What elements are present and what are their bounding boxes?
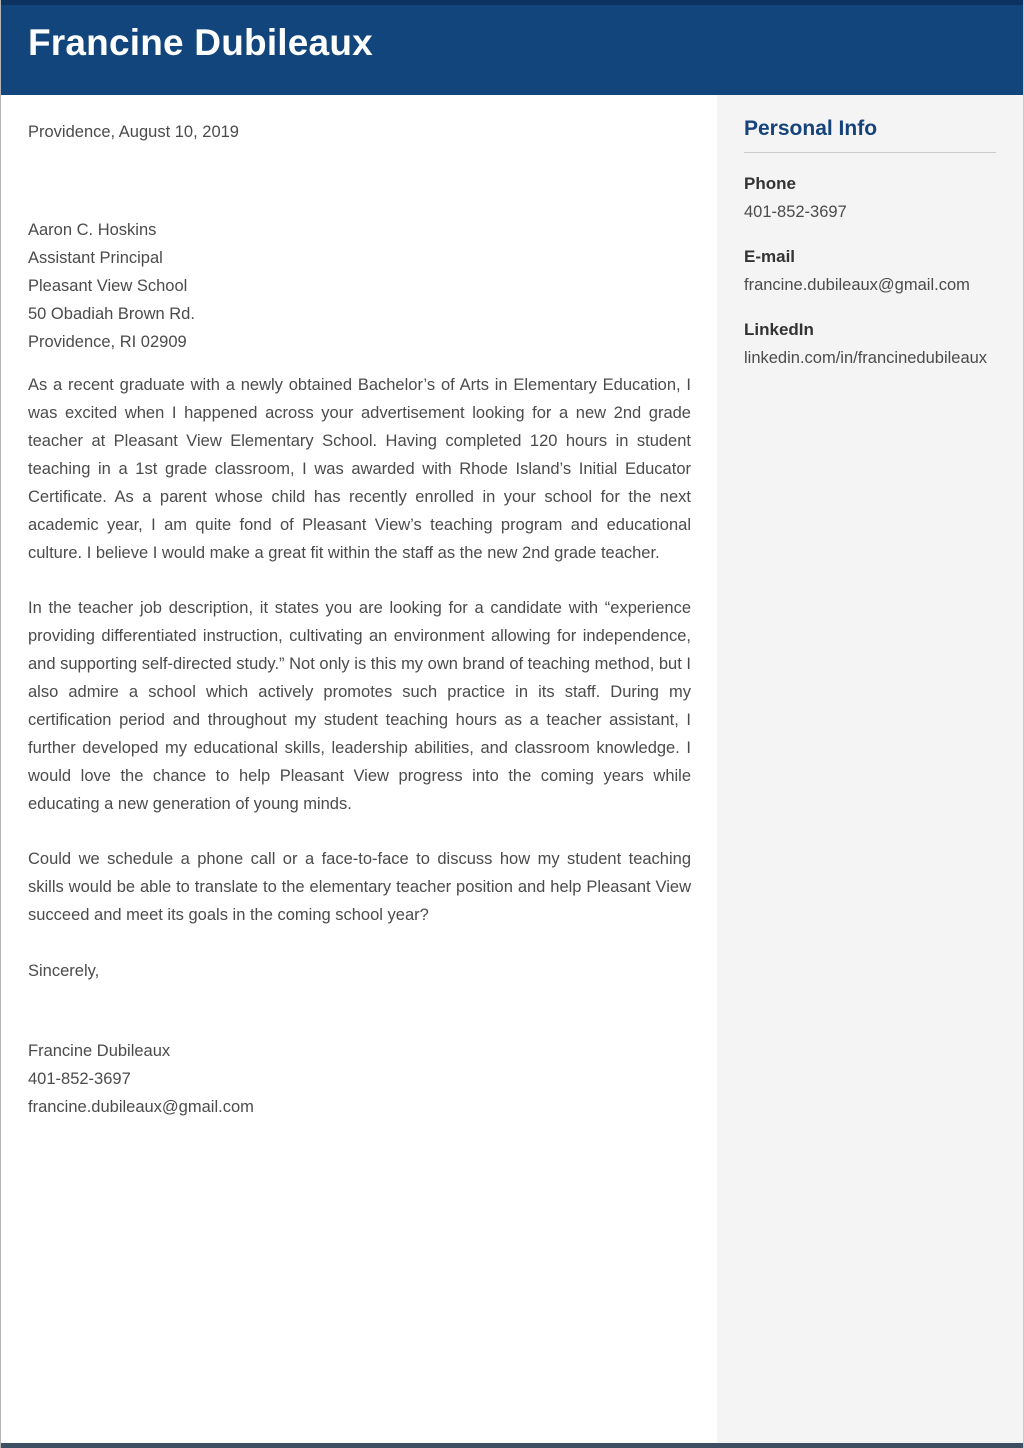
footer-accent-bar xyxy=(1,1443,1023,1448)
recipient-street: 50 Obadiah Brown Rd. xyxy=(28,305,195,323)
signature-block xyxy=(28,1037,691,1121)
recipient-organization: Pleasant View School xyxy=(28,277,188,295)
recipient-name: Aaron C. Hoskins xyxy=(28,221,157,239)
phone-value: 401-852-3697 xyxy=(744,203,847,221)
signature-name: Francine Dubileaux xyxy=(28,1042,171,1060)
email-value: francine.dubileaux@gmail.com xyxy=(744,276,970,294)
linkedin-value: linkedin.com/in/francinedubileaux xyxy=(744,349,988,367)
phone-label: Phone xyxy=(744,174,796,193)
sidebar-divider xyxy=(744,152,996,153)
linkedin-group xyxy=(744,316,996,372)
body-paragraph-1: As a recent graduate with a newly obtained Bachelor’s of Arts in Elementary Education, I was excited when I happened across your advertisement looking for a new 2nd grade teacher at Pleasant View Elementary School. Having completed 120 hours in student teaching in a 1st grade classroom, I was awarded with Rhode Island’s Initial Educator Certificate. As a parent whose child has recently enrolled in your school for the next academic year, I am quite fond of Pleasant View’s teaching program and educational culture. I believe I would make a great fit within the staff as the new 2nd grade teacher. xyxy=(28,376,691,562)
closing-salutation: Sincerely, xyxy=(28,962,100,980)
email-label: E-mail xyxy=(744,247,796,266)
phone-group xyxy=(744,170,996,226)
date-line: Providence, August 10, 2019 xyxy=(28,123,239,141)
signature-email: francine.dubileaux@gmail.com xyxy=(28,1098,254,1116)
body-paragraph-2: In the teacher job description, it states you are looking for a candidate with “experience providing differentiated instruction, cultivating an environment allowing for independence, and supporting self-directed study.” Not only is this my own brand of teaching method, but I also admire a school which actively promotes such practice in its staff. During my certification period and throughout my student teaching hours as a teacher assistant, I further developed my educational skills, leadership abilities, and classroom knowledge. I would love the chance to help Pleasant View progress into the coming years while educating a new generation of young minds. xyxy=(28,599,691,813)
email-group xyxy=(744,243,996,299)
recipient-block xyxy=(28,216,691,356)
page-title: Francine Dubileaux xyxy=(28,22,373,63)
recipient-city: Providence, RI 02909 xyxy=(28,333,187,351)
linkedin-label: LinkedIn xyxy=(744,320,814,339)
personal-info-sidebar xyxy=(717,95,1023,1443)
header-banner xyxy=(1,0,1023,95)
signature-phone: 401-852-3697 xyxy=(28,1070,131,1088)
recipient-title: Assistant Principal xyxy=(28,249,163,267)
personal-info-heading: Personal Info xyxy=(744,117,878,140)
body-paragraph-3: Could we schedule a phone call or a face-to-face to discuss how my student teaching skills would be able to translate to the elementary teacher position and help Pleasant View succeed and meet its goals in the coming school year? xyxy=(28,850,691,924)
letter-body xyxy=(1,95,717,1443)
